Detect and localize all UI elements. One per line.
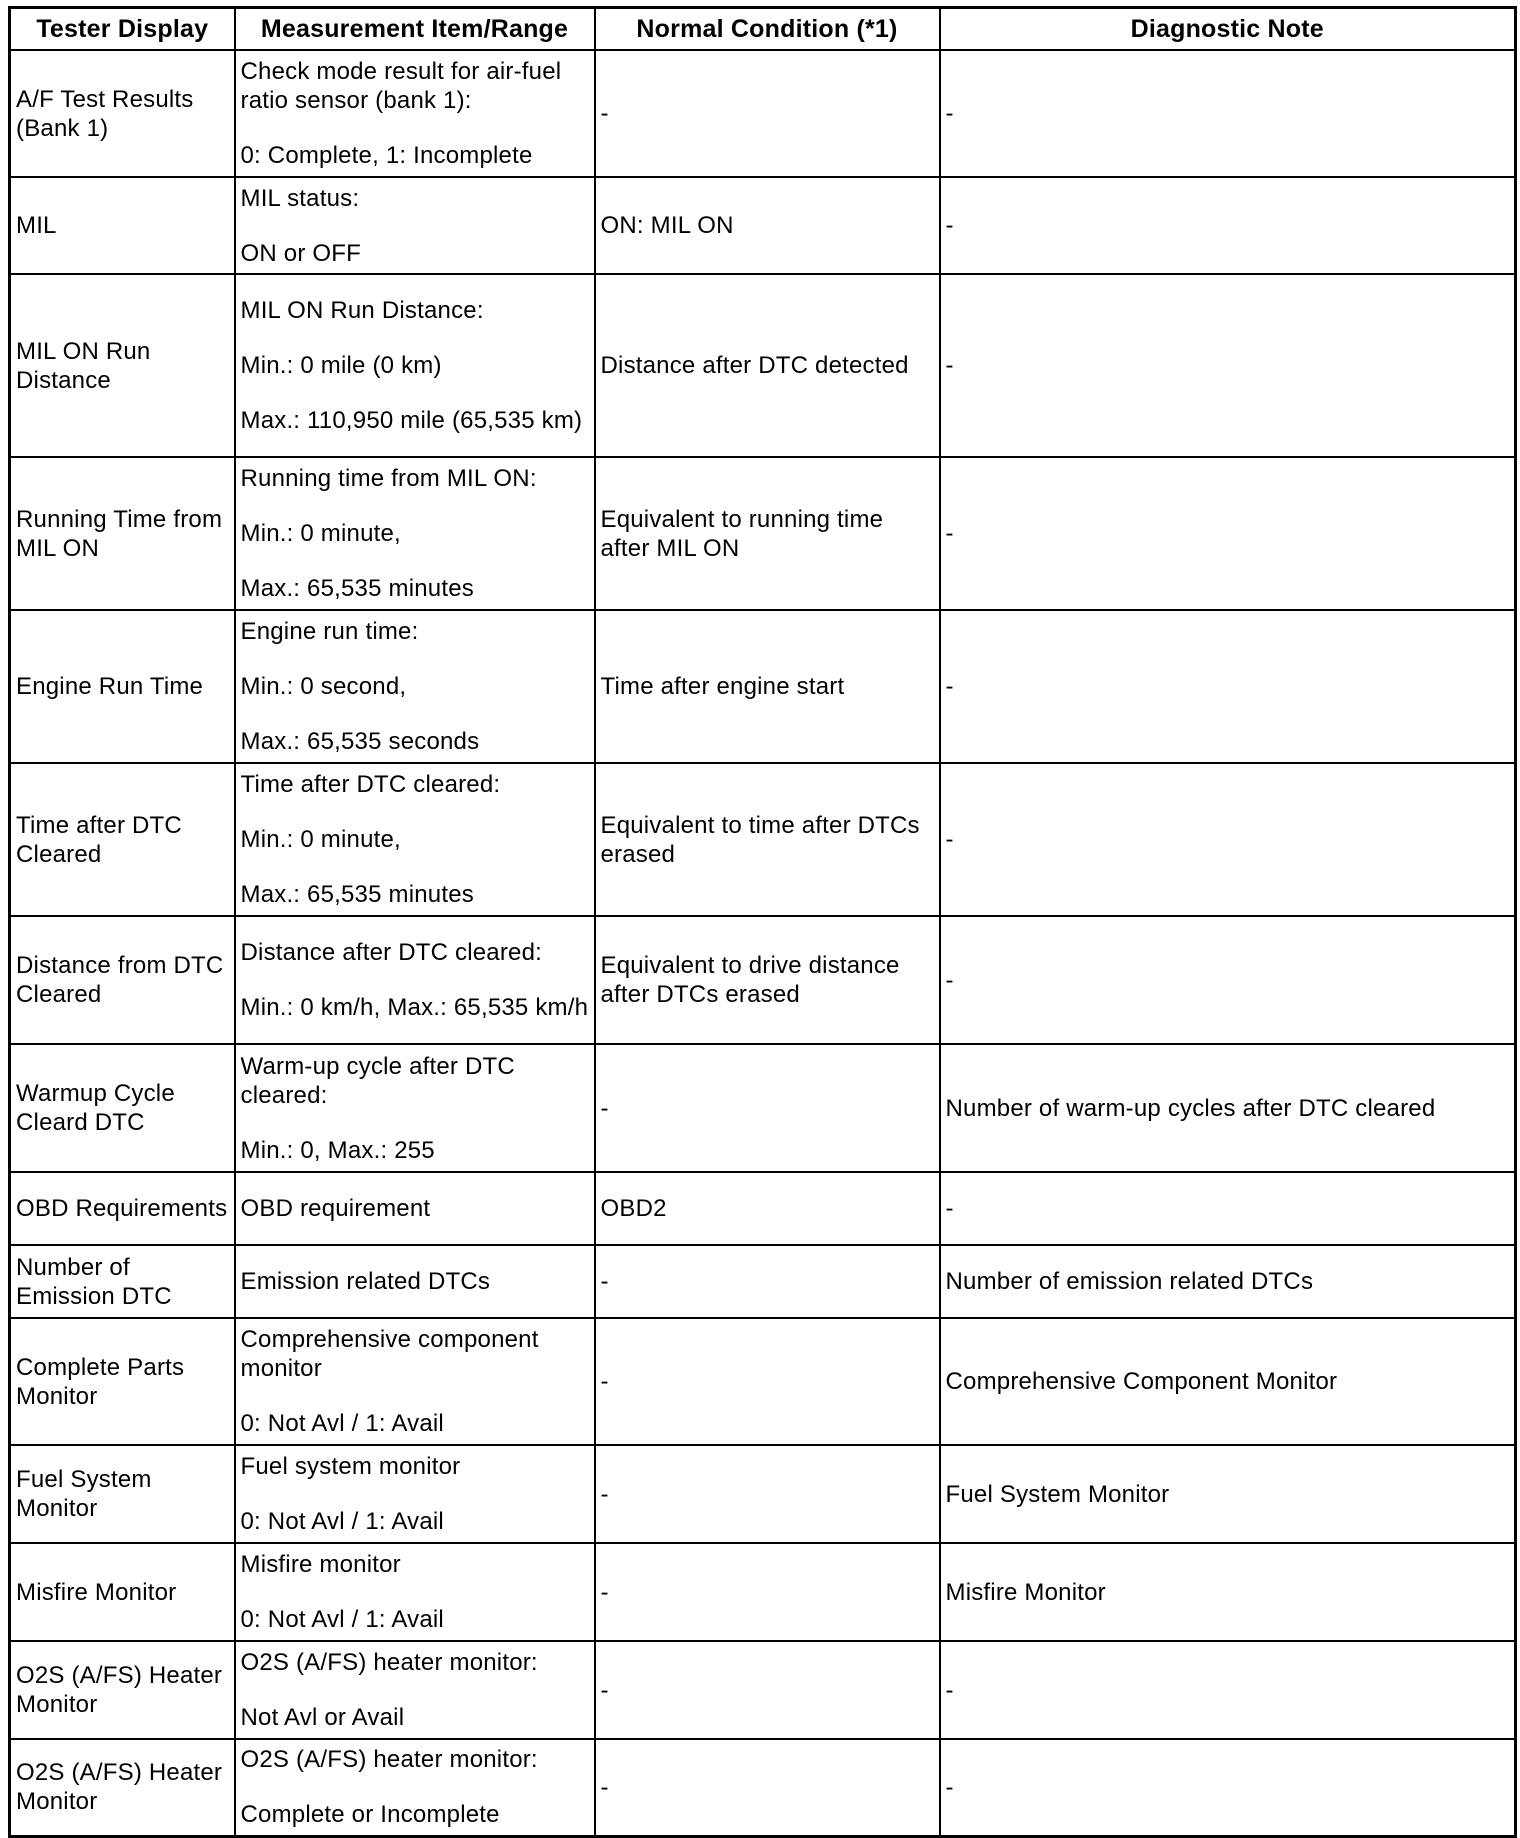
table-row: [10, 1543, 1516, 1641]
cell-normal-condition: Equivalent to drive distance after DTCs erased: [595, 916, 940, 1044]
cell-diagnostic-note: -: [940, 763, 1516, 916]
range-line: O2S (A/FS) heater monitor:: [240, 1746, 538, 1774]
range-line: Fuel system monitor: [240, 1453, 461, 1480]
data-list-sheet: [8, 6, 1514, 1838]
cell-tester-display: MIL ON Run Distance: [10, 274, 235, 457]
cell-measurement-range: [235, 1044, 595, 1172]
range-line: Min.: 0 minute,: [240, 520, 401, 547]
range-line: 0: Not Avl / 1: Avail: [240, 1508, 444, 1535]
range-line-gap: [241, 701, 589, 727]
cell-normal-condition: Equivalent to running time after MIL ON: [595, 457, 940, 610]
cell-normal-condition: -: [595, 1318, 940, 1445]
range-line: Min.: 0, Max.: 255: [240, 1136, 435, 1164]
range-line: Min.: 0 second,: [240, 673, 407, 700]
table-row: [10, 1445, 1516, 1543]
range-line-gap: [241, 380, 589, 406]
cell-measurement-range: [235, 1641, 595, 1739]
header-tester-display: Tester Display: [10, 8, 235, 51]
table-row: [10, 1172, 1516, 1245]
cell-normal-condition: Time after engine start: [595, 610, 940, 763]
cell-diagnostic-note: Comprehensive Component Monitor: [940, 1318, 1516, 1445]
cell-normal-condition: -: [595, 1044, 940, 1172]
table-header-row: [10, 8, 1516, 51]
range-line: Warm-up cycle after DTC cleared:: [240, 1052, 515, 1109]
range-line-gap: [241, 1383, 589, 1409]
cell-diagnostic-note: -: [940, 177, 1516, 274]
cell-tester-display: Engine Run Time: [10, 610, 235, 763]
cell-tester-display: Number of Emission DTC: [10, 1245, 235, 1318]
range-line: Min.: 0 minute,: [240, 826, 401, 853]
cell-normal-condition: Distance after DTC detected: [595, 274, 940, 457]
cell-tester-display: MIL: [10, 177, 235, 274]
cell-diagnostic-note: -: [940, 916, 1516, 1044]
range-line: MIL ON Run Distance:: [240, 297, 484, 324]
cell-tester-display: Misfire Monitor: [10, 1543, 235, 1641]
cell-normal-condition: -: [595, 1543, 940, 1641]
range-line: Max.: 110,950 mile (65,535 km): [240, 407, 583, 434]
cell-tester-display: Complete Parts Monitor: [10, 1318, 235, 1445]
cell-diagnostic-note: Number of emission related DTCs: [940, 1245, 1516, 1318]
cell-measurement-range: [235, 1318, 595, 1445]
range-line-gap: [241, 854, 589, 880]
range-line-gap: [241, 967, 589, 993]
range-line: Max.: 65,535 minutes: [240, 881, 474, 908]
range-line: O2S (A/FS) heater monitor:: [240, 1649, 538, 1676]
cell-measurement-range: [235, 1445, 595, 1543]
cell-diagnostic-note: Misfire Monitor: [940, 1543, 1516, 1641]
table-row: [10, 610, 1516, 763]
cell-measurement-range: [235, 457, 595, 610]
range-line-gap: [241, 1110, 589, 1136]
range-line: Running time from MIL ON:: [240, 465, 537, 492]
cell-measurement-range: [235, 50, 595, 177]
cell-measurement-range: [235, 1172, 595, 1245]
range-line: 0: Complete, 1: Incomplete: [240, 142, 533, 169]
cell-tester-display: Time after DTC Cleared: [10, 763, 235, 916]
cell-normal-condition: -: [595, 1739, 940, 1836]
table-row: [10, 1641, 1516, 1739]
table-row: [10, 457, 1516, 610]
table-row: [10, 916, 1516, 1044]
cell-normal-condition: OBD2: [595, 1172, 940, 1245]
cell-tester-display: O2S (A/FS) Heater Monitor: [10, 1641, 235, 1739]
table-row: [10, 1739, 1516, 1836]
cell-measurement-range: [235, 610, 595, 763]
range-line: OBD requirement: [240, 1195, 431, 1222]
cell-normal-condition: Equivalent to time after DTCs erased: [595, 763, 940, 916]
cell-diagnostic-note: -: [940, 1172, 1516, 1245]
range-line: Emission related DTCs: [240, 1268, 491, 1295]
range-line-gap: [241, 548, 589, 574]
cell-tester-display: Fuel System Monitor: [10, 1445, 235, 1543]
cell-tester-display: Running Time from MIL ON: [10, 457, 235, 610]
table-row: [10, 274, 1516, 457]
range-line: Check mode result for air-fuel ratio sensor (bank 1):: [240, 58, 562, 114]
range-line-gap: [241, 493, 589, 519]
range-line: Min.: 0 km/h, Max.: 65,535 km/h: [240, 994, 589, 1021]
cell-normal-condition: -: [595, 50, 940, 177]
cell-measurement-range: [235, 1739, 595, 1836]
cell-tester-display: A/F Test Results (Bank 1): [10, 50, 235, 177]
range-line-gap: [241, 1774, 589, 1800]
cell-normal-condition: -: [595, 1245, 940, 1318]
cell-measurement-range: [235, 177, 595, 274]
range-line: Time after DTC cleared:: [240, 771, 501, 798]
range-line-gap: [241, 1677, 589, 1703]
range-line: Max.: 65,535 minutes: [240, 575, 474, 602]
cell-measurement-range: [235, 274, 595, 457]
cell-tester-display: O2S (A/FS) Heater Monitor: [10, 1739, 235, 1836]
range-line-gap: [241, 325, 589, 351]
range-line: Complete or Incomplete: [240, 1801, 500, 1829]
range-line-gap: [241, 1579, 589, 1605]
table-row: [10, 1318, 1516, 1445]
cell-diagnostic-note: -: [940, 1739, 1516, 1836]
cell-diagnostic-note: Fuel System Monitor: [940, 1445, 1516, 1543]
table-row: [10, 50, 1516, 177]
range-line-gap: [241, 1481, 589, 1507]
cell-measurement-range: [235, 916, 595, 1044]
range-line: Distance after DTC cleared:: [240, 939, 543, 966]
cell-tester-display: OBD Requirements: [10, 1172, 235, 1245]
range-line-gap: [241, 799, 589, 825]
range-line-gap: [241, 646, 589, 672]
range-line: 0: Not Avl / 1: Avail: [240, 1410, 444, 1437]
header-normal-condition: Normal Condition (*1): [595, 8, 940, 51]
cell-tester-display: Warmup Cycle Cleard DTC: [10, 1044, 235, 1172]
table-row: [10, 177, 1516, 274]
cell-normal-condition: -: [595, 1641, 940, 1739]
cell-tester-display: Distance from DTC Cleared: [10, 916, 235, 1044]
table-row: [10, 763, 1516, 916]
cell-diagnostic-note: -: [940, 610, 1516, 763]
cell-diagnostic-note: -: [940, 457, 1516, 610]
cell-measurement-range: [235, 1543, 595, 1641]
range-line: Misfire monitor: [240, 1551, 401, 1578]
cell-normal-condition: ON: MIL ON: [595, 177, 940, 274]
range-line-gap: [241, 213, 589, 239]
data-list-table: [8, 6, 1517, 1838]
cell-measurement-range: [235, 763, 595, 916]
cell-measurement-range: [235, 1245, 595, 1318]
range-line: ON or OFF: [240, 239, 361, 267]
range-line: Not Avl or Avail: [240, 1704, 405, 1731]
table-body: [10, 50, 1516, 1836]
cell-normal-condition: -: [595, 1445, 940, 1543]
cell-diagnostic-note: -: [940, 50, 1516, 177]
cell-diagnostic-note: -: [940, 1641, 1516, 1739]
range-line-gap: [241, 115, 589, 141]
range-line: Max.: 65,535 seconds: [240, 728, 480, 755]
header-measurement-item: Measurement Item/Range: [235, 8, 595, 51]
range-line: Engine run time:: [240, 618, 419, 645]
table-row: [10, 1044, 1516, 1172]
cell-diagnostic-note: Number of warm-up cycles after DTC cleared: [940, 1044, 1516, 1172]
range-line: Min.: 0 mile (0 km): [240, 352, 442, 379]
cell-diagnostic-note: -: [940, 274, 1516, 457]
range-line: Comprehensive component monitor: [240, 1326, 539, 1382]
range-line: 0: Not Avl / 1: Avail: [240, 1606, 444, 1633]
range-line: MIL status:: [240, 184, 360, 212]
header-diagnostic-note: Diagnostic Note: [940, 8, 1516, 51]
table-row: [10, 1245, 1516, 1318]
